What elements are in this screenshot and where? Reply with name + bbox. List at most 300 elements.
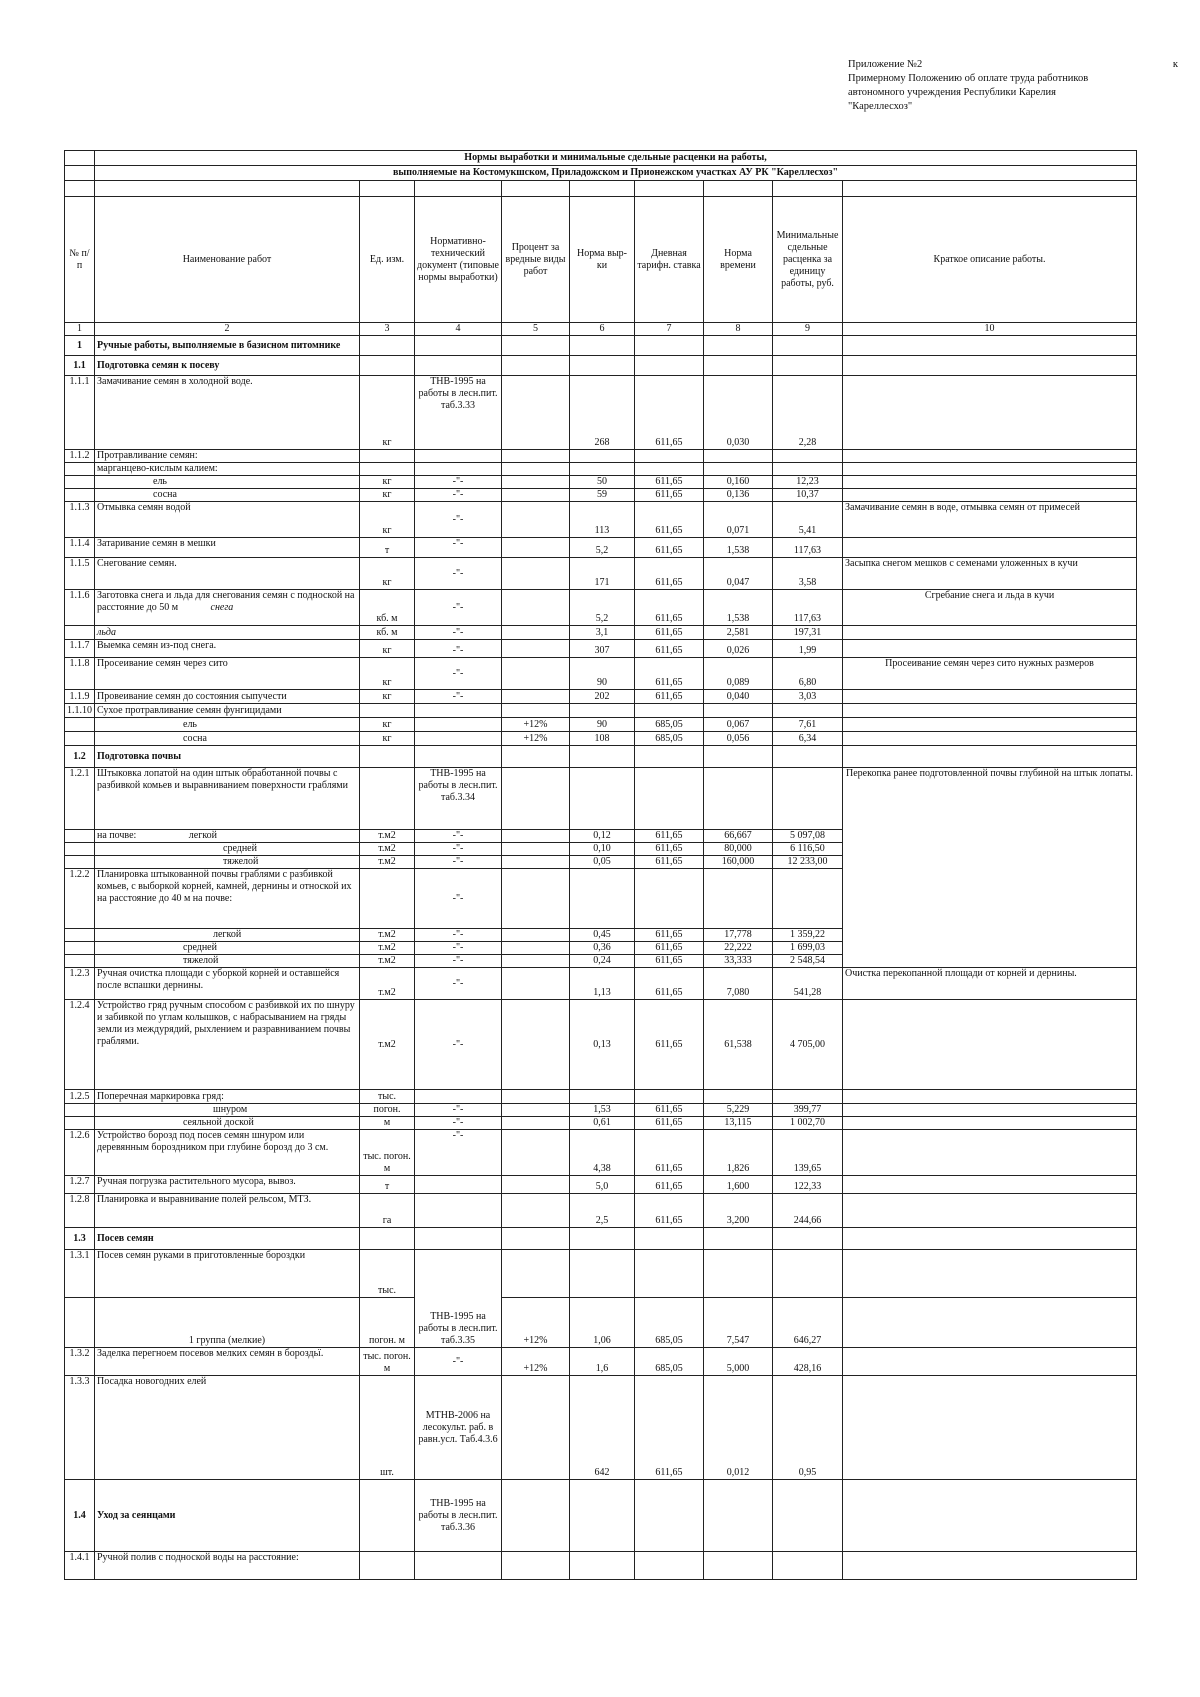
tariff-rate: 685,05 [635, 718, 704, 732]
norm-doc: -"- [415, 590, 502, 626]
unit: т.м2 [360, 856, 415, 869]
price: 7,61 [773, 718, 843, 732]
time-norm: 80,000 [704, 843, 773, 856]
section-row [65, 1480, 1137, 1552]
header-desc: Краткое описание работы. [843, 197, 1137, 323]
unit: т.м2 [360, 830, 415, 843]
time-norm: 17,778 [704, 929, 773, 942]
work-subname: ель [95, 476, 360, 489]
unit: кг [360, 732, 415, 746]
tariff-rate: 611,65 [635, 538, 704, 558]
time-norm: 5,000 [704, 1348, 773, 1376]
colnum: 10 [843, 323, 1137, 336]
norm-value: 0,24 [570, 955, 635, 968]
work-description: Засыпка снегом мешков с семенами уложенных в кучи [843, 558, 1137, 590]
norm-doc: -"- [415, 1104, 502, 1117]
tariff-rate: 611,65 [635, 1194, 704, 1228]
norm-doc: -"- [415, 558, 502, 590]
hazard-pct: +12% [502, 718, 570, 732]
norm-value: 1,6 [570, 1348, 635, 1376]
unit: тыс. [360, 1090, 415, 1104]
norm-doc: -"- [415, 942, 502, 955]
row-num: 1.1.1 [65, 376, 95, 450]
norm-value: 0,05 [570, 856, 635, 869]
table-row [65, 450, 1137, 463]
header-time: Норма времени [704, 197, 773, 323]
header-name: Наименование работ [95, 197, 360, 323]
tariff-rate: 611,65 [635, 1104, 704, 1117]
work-subname: ель [95, 718, 360, 732]
unit: м [360, 1117, 415, 1130]
colnum: 5 [502, 323, 570, 336]
norm-value: 108 [570, 732, 635, 746]
row-num: 1.2 [65, 746, 95, 768]
work-subname: легкой [95, 929, 360, 942]
tariff-rate: 611,65 [635, 476, 704, 489]
header-rate: Дневная тарифн. ставка [635, 197, 704, 323]
tariff-rate: 611,65 [635, 929, 704, 942]
time-norm: 1,600 [704, 1176, 773, 1194]
norm-value: 1,06 [570, 1298, 635, 1348]
time-norm: 0,067 [704, 718, 773, 732]
work-name-cell [95, 590, 360, 626]
section-title: Посев семян [95, 1228, 360, 1250]
work-name: Заготовка снега и льда для снегования семян с подноской на расстояние до 50 м [97, 590, 355, 613]
work-subname: льда [95, 626, 360, 640]
norm-doc: -"- [415, 489, 502, 502]
section-row [65, 356, 1137, 376]
colnum: 9 [773, 323, 843, 336]
norm-value: 113 [570, 502, 635, 538]
work-description: Перекопка ранее подготовленной почвы глубиной на штык лопаты. [843, 768, 1137, 968]
header-unit: Ед. изм. [360, 197, 415, 323]
work-name: Выемка семян из-под снега. [95, 640, 360, 658]
norm-value: 171 [570, 558, 635, 590]
header-norm: Норма выр-ки [570, 197, 635, 323]
table-row [65, 658, 1137, 690]
appendix-note [848, 58, 1178, 114]
row-num: 1.1 [65, 356, 95, 376]
norm-value: 0,61 [570, 1117, 635, 1130]
work-subname: средней [95, 843, 360, 856]
norm-value: 5,2 [570, 538, 635, 558]
tariff-rate: 611,65 [635, 856, 704, 869]
row-num: 1.3 [65, 1228, 95, 1250]
price: 6 116,50 [773, 843, 843, 856]
time-norm: 0,160 [704, 476, 773, 489]
time-norm: 0,026 [704, 640, 773, 658]
time-norm: 0,136 [704, 489, 773, 502]
time-norm: 1,538 [704, 538, 773, 558]
hazard-pct: +12% [502, 1298, 570, 1348]
unit: шт. [360, 1376, 415, 1480]
unit: тыс. погон. м [360, 1130, 415, 1176]
table-title-line1: Нормы выработки и минимальные сдельные расценки на работы, [95, 151, 1137, 166]
time-norm: 0,047 [704, 558, 773, 590]
tariff-rate: 685,05 [635, 1348, 704, 1376]
unit: кг [360, 690, 415, 704]
unit: т.м2 [360, 968, 415, 1000]
work-name: Ручная очистка площади с уборкой корней и оставшейся после вспашки дернины. [95, 968, 360, 1000]
norm-value: 202 [570, 690, 635, 704]
row-num: 1.2.4 [65, 1000, 95, 1090]
header-doc: Нормативно-технический документ (типовые нормы выработки) [415, 197, 502, 323]
price: 5,41 [773, 502, 843, 538]
table-row [65, 1130, 1137, 1176]
work-name: Провеивание семян до состояния сыпучести [95, 690, 360, 704]
norm-value: 642 [570, 1376, 635, 1480]
row-num: 1.3.3 [65, 1376, 95, 1480]
colnum: 1 [65, 323, 95, 336]
table-row [65, 376, 1137, 450]
price: 3,58 [773, 558, 843, 590]
row-num: 1.2.8 [65, 1194, 95, 1228]
price: 139,65 [773, 1130, 843, 1176]
time-norm: 1,826 [704, 1130, 773, 1176]
norm-doc: -"- [415, 843, 502, 856]
price: 4 705,00 [773, 1000, 843, 1090]
unit: т.м2 [360, 843, 415, 856]
unit: тыс. погон. м [360, 1348, 415, 1376]
tariff-rate: 611,65 [635, 376, 704, 450]
work-description: Замачивание семян в воде, отмывка семян от примесей [843, 502, 1137, 538]
work-description: Сгребание снега и льда в кучи [843, 590, 1137, 626]
work-subname: снега [210, 602, 234, 613]
work-name: Ручной полив с подноской воды на расстояние: [95, 1552, 360, 1580]
unit: т.м2 [360, 942, 415, 955]
norm-value: 5,2 [570, 590, 635, 626]
tariff-rate: 685,05 [635, 732, 704, 746]
price: 6,80 [773, 658, 843, 690]
table-row [65, 1104, 1137, 1117]
work-description: Очистка перекопанной площади от корней и дернины. [843, 968, 1137, 1000]
table-row [65, 502, 1137, 538]
work-name: Заделка перегноем посевов мелких семян в бороздьї. [95, 1348, 360, 1376]
time-norm: 0,012 [704, 1376, 773, 1480]
price: 541,28 [773, 968, 843, 1000]
price: 0,95 [773, 1376, 843, 1480]
unit: погон. [360, 1104, 415, 1117]
table-row [65, 718, 1137, 732]
work-subname: сеяльной доской [95, 1117, 360, 1130]
price: 6,34 [773, 732, 843, 746]
norm-doc: -"- [415, 830, 502, 843]
tariff-rate: 611,65 [635, 626, 704, 640]
row-num: 1.1.8 [65, 658, 95, 690]
work-subname-cell [95, 830, 360, 843]
norm-value: 4,38 [570, 1130, 635, 1176]
table-row [65, 1090, 1137, 1104]
price: 1 699,03 [773, 942, 843, 955]
tariff-rate: 611,65 [635, 968, 704, 1000]
price: 1 002,70 [773, 1117, 843, 1130]
norm-doc: -"- [415, 538, 502, 558]
table-row [65, 1176, 1137, 1194]
time-norm: 22,222 [704, 942, 773, 955]
work-name: Штыковка лопатой на один штык обработанной почвы с разбивкой комьев и выравниванием поверхности граблями [95, 768, 360, 830]
work-subname: 1 группа (мелкие) [95, 1298, 360, 1348]
table-row [65, 1298, 1137, 1348]
row-num: 1.1.4 [65, 538, 95, 558]
colnum: 7 [635, 323, 704, 336]
time-norm: 2,581 [704, 626, 773, 640]
work-name: Просеивание семян через сито [95, 658, 360, 690]
appendix-org: "Кареллесхоз" [848, 101, 913, 112]
section-title: Подготовка почвы [95, 746, 360, 768]
work-name: Планировка и выравнивание полей рельсом, МТЗ. [95, 1194, 360, 1228]
tariff-rate: 611,65 [635, 955, 704, 968]
tariff-rate: 611,65 [635, 489, 704, 502]
unit: погон. м [360, 1298, 415, 1348]
norm-value: 268 [570, 376, 635, 450]
row-num: 1.1.9 [65, 690, 95, 704]
work-name: Поперечная маркировка гряд: [95, 1090, 360, 1104]
table-row [65, 1552, 1137, 1580]
norm-doc: -"- [415, 929, 502, 942]
table-row [65, 1194, 1137, 1228]
unit: т.м2 [360, 1000, 415, 1090]
norm-doc: -"- [415, 626, 502, 640]
unit: т.м2 [360, 929, 415, 942]
table-row [65, 476, 1137, 489]
table-row [65, 690, 1137, 704]
price: 399,77 [773, 1104, 843, 1117]
price: 428,16 [773, 1348, 843, 1376]
appendix-number: Приложение №2 [848, 59, 923, 70]
norm-value: 3,1 [570, 626, 635, 640]
unit: кг [360, 658, 415, 690]
header-price: Минимальные сдельные расценка за единицу работы, руб. [773, 197, 843, 323]
work-subname: легкой [188, 830, 218, 841]
norm-value: 59 [570, 489, 635, 502]
table-row [65, 558, 1137, 590]
unit: кб. м [360, 626, 415, 640]
table-row [65, 968, 1137, 1000]
tariff-rate: 611,65 [635, 843, 704, 856]
time-norm: 5,229 [704, 1104, 773, 1117]
norm-doc: -"- [415, 1000, 502, 1090]
norm-value: 90 [570, 658, 635, 690]
row-num: 1.2.3 [65, 968, 95, 1000]
norm-value: 1,53 [570, 1104, 635, 1117]
unit: кг [360, 558, 415, 590]
work-subname: средней [95, 942, 360, 955]
colnum: 2 [95, 323, 360, 336]
price: 12,23 [773, 476, 843, 489]
norm-value: 50 [570, 476, 635, 489]
table-row [65, 1376, 1137, 1480]
price: 10,37 [773, 489, 843, 502]
price: 1 359,22 [773, 929, 843, 942]
row-num: 1 [65, 336, 95, 356]
section-row [65, 746, 1137, 768]
time-norm: 1,538 [704, 590, 773, 626]
hazard-pct: +12% [502, 1348, 570, 1376]
price: 117,63 [773, 590, 843, 626]
header-row [65, 197, 1137, 323]
tariff-rate: 611,65 [635, 942, 704, 955]
price: 2 548,54 [773, 955, 843, 968]
work-subname: шнуром [95, 1104, 360, 1117]
tariff-rate: 685,05 [635, 1298, 704, 1348]
tariff-rate: 611,65 [635, 1130, 704, 1176]
unit: т.м2 [360, 955, 415, 968]
header-num: № п/п [65, 197, 95, 323]
price: 122,33 [773, 1176, 843, 1194]
tariff-rate: 611,65 [635, 1000, 704, 1090]
tariff-rate: 611,65 [635, 1117, 704, 1130]
time-norm: 3,200 [704, 1194, 773, 1228]
norm-value: 5,0 [570, 1176, 635, 1194]
time-norm: 7,547 [704, 1298, 773, 1348]
norm-value: 0,10 [570, 843, 635, 856]
norm-doc: ТНВ-1995 на работы в лесн.пит. таб.3.33 [415, 376, 502, 450]
price: 646,27 [773, 1298, 843, 1348]
tariff-rate: 611,65 [635, 590, 704, 626]
tariff-rate: 611,65 [635, 558, 704, 590]
norm-doc: -"- [415, 476, 502, 489]
row-num: 1.1.3 [65, 502, 95, 538]
price: 12 233,00 [773, 856, 843, 869]
norm-doc: -"- [415, 856, 502, 869]
row-num: 1.2.1 [65, 768, 95, 830]
time-norm: 160,000 [704, 856, 773, 869]
work-name: Ручная погрузка растительного мусора, вывоз. [95, 1176, 360, 1194]
time-norm: 0,089 [704, 658, 773, 690]
norm-doc: МТНВ-2006 на лесокульт. раб. в равн.усл. Таб.4.3.6 [415, 1376, 502, 1480]
work-name: Сухое протравливание семян фунгицидами [95, 704, 360, 718]
norm-doc: -"- [415, 955, 502, 968]
colnum: 6 [570, 323, 635, 336]
table-row [65, 1000, 1137, 1090]
section-row [65, 1228, 1137, 1250]
work-name: Планировка штыкованной почвы граблями с разбивкой комьев, с выборкой корней, камней, дернины и отноской их на расстояние до 40 м на почве: [95, 869, 360, 929]
norm-value: 0,13 [570, 1000, 635, 1090]
norm-value: 0,36 [570, 942, 635, 955]
row-num: 1.2.7 [65, 1176, 95, 1194]
table-title-line2: выполняемые на Костомукшском, Приладожском и Прионежском участках АУ РК "Кареллесхоз" [95, 166, 1137, 181]
appendix-regulation: Примерному Положению об оплате труда работников [848, 73, 1089, 84]
time-norm: 33,333 [704, 955, 773, 968]
unit: кг [360, 489, 415, 502]
work-subname: марганцево-кислым калием: [95, 463, 360, 476]
unit: кг [360, 502, 415, 538]
price: 1,99 [773, 640, 843, 658]
work-name: Отмывка семян водой [95, 502, 360, 538]
soil-prefix: на почве: [97, 830, 137, 841]
unit: кг [360, 376, 415, 450]
table-row [65, 1250, 1137, 1298]
price: 117,63 [773, 538, 843, 558]
work-subname: тяжелой [95, 856, 360, 869]
norm-doc: -"- [415, 1348, 502, 1376]
row-num: 1.3.2 [65, 1348, 95, 1376]
work-subname: тяжелой [95, 955, 360, 968]
section-row [65, 336, 1137, 356]
section-title: Подготовка семян к посеву [95, 356, 360, 376]
price: 197,31 [773, 626, 843, 640]
time-norm: 0,040 [704, 690, 773, 704]
norm-doc: ТНВ-1995 на работы в лесн.пит. таб.3.34 [415, 768, 502, 830]
row-num: 1.4 [65, 1480, 95, 1552]
tariff-rate: 611,65 [635, 640, 704, 658]
norm-value: 90 [570, 718, 635, 732]
unit: га [360, 1194, 415, 1228]
row-num: 1.3.1 [65, 1250, 95, 1298]
rates-table [64, 150, 1137, 1580]
appendix-to: к [1172, 59, 1178, 70]
tariff-rate: 611,65 [635, 1376, 704, 1480]
time-norm: 13,115 [704, 1117, 773, 1130]
work-subname: сосна [95, 732, 360, 746]
row-num: 1.1.2 [65, 450, 95, 463]
work-name: Снегование семян. [95, 558, 360, 590]
table-row [65, 489, 1137, 502]
colnum: 3 [360, 323, 415, 336]
norm-doc: -"- [415, 690, 502, 704]
row-num: 1.4.1 [65, 1552, 95, 1580]
norm-value: 307 [570, 640, 635, 658]
norm-value: 1,13 [570, 968, 635, 1000]
row-num: 1.1.6 [65, 590, 95, 626]
row-num: 1.1.7 [65, 640, 95, 658]
work-name: Устройство гряд ручным способом с разбивкой их по шнуру и забивкой по углам колышков, с набрасыванием на гряды земли из междурядий, рыхлением и разравниванием почвы граблями. [95, 1000, 360, 1090]
table-row [65, 640, 1137, 658]
norm-value: 0,12 [570, 830, 635, 843]
table-row [65, 590, 1137, 626]
header-pct: Процент за вредные виды работ [502, 197, 570, 323]
norm-doc: -"- [415, 658, 502, 690]
table-row [65, 1117, 1137, 1130]
norm-doc: -"- [415, 502, 502, 538]
tariff-rate: 611,65 [635, 658, 704, 690]
section-title: Ручные работы, выполняемые в базисном питомнике [95, 336, 360, 356]
time-norm: 7,080 [704, 968, 773, 1000]
colnum: 4 [415, 323, 502, 336]
time-norm: 61,538 [704, 1000, 773, 1090]
norm-doc: -"- [415, 1130, 502, 1176]
norm-doc: -"- [415, 1117, 502, 1130]
unit: т [360, 1176, 415, 1194]
hazard-pct: +12% [502, 732, 570, 746]
appendix-institution: автономного учреждения Республики Карелия [848, 87, 1056, 98]
table-row [65, 768, 1137, 830]
work-name: Замачивание семян в холодной воде. [95, 376, 360, 450]
table-row [65, 1348, 1137, 1376]
price: 244,66 [773, 1194, 843, 1228]
table-row [65, 626, 1137, 640]
work-name: Устройство борозд под посев семян шнуром или деревянным бороздником при глубине борозд до 3 см. [95, 1130, 360, 1176]
norm-doc: ТНВ-1995 на работы в лесн.пит. таб.3.36 [415, 1480, 502, 1552]
time-norm: 0,056 [704, 732, 773, 746]
norm-value: 2,5 [570, 1194, 635, 1228]
row-num: 1.2.6 [65, 1130, 95, 1176]
table-row [65, 463, 1137, 476]
row-num: 1.2.5 [65, 1090, 95, 1104]
price: 3,03 [773, 690, 843, 704]
row-num: 1.2.2 [65, 869, 95, 929]
norm-doc: -"- [415, 869, 502, 929]
unit: тыс. [360, 1250, 415, 1298]
unit: кг [360, 640, 415, 658]
tariff-rate: 611,65 [635, 830, 704, 843]
row-num: 1.1.10 [65, 704, 95, 718]
work-name: Посадка новогодних елей [95, 1376, 360, 1480]
colnum: 8 [704, 323, 773, 336]
work-name: Затаривание семян в мешки [95, 538, 360, 558]
work-name: Посев семян руками в приготовленные бороздки [95, 1250, 360, 1298]
unit: т [360, 538, 415, 558]
